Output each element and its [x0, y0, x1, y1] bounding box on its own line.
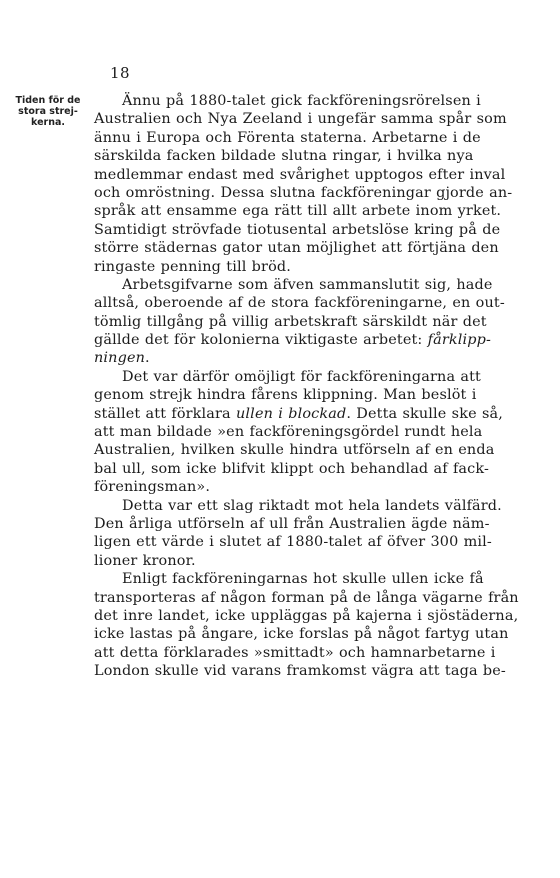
text-segment: alltså, oberoende af de stora fackföreningarne, en out- [94, 295, 505, 312]
text-segment: bal ull, som icke blifvit klippt och behandlad af fack- [94, 460, 489, 477]
text-segment: att detta förklarades »smittadt» och hamnarbetarne i [94, 644, 496, 661]
text-line [94, 460, 512, 478]
text-segment: Australien och Nya Zeeland i ungefär samma spår som [94, 111, 507, 128]
text-line [94, 92, 512, 110]
text-segment: särskilda facken bildade slutna ringar, i hvilka nya [94, 148, 474, 165]
text-line [94, 368, 512, 386]
text-segment: större städernas gator utan möjlighet att förtjäna den [94, 240, 499, 257]
text-line [94, 202, 512, 220]
text-segment: gällde det för kolonierna viktigaste arbetet: [94, 332, 428, 349]
text-line [94, 110, 512, 128]
text-segment: tömlig tillgång på villig arbetskraft särskildt när det [94, 313, 487, 330]
text-line [94, 386, 512, 404]
text-segment: språk att ensamme ega rätt till allt arbete inom yrket. [94, 203, 502, 220]
text-line [94, 515, 512, 533]
text-line [94, 221, 512, 239]
text-line [94, 441, 512, 459]
text-segment: ligen ett värde i slutet af 1880-talet af öfver 300 mil- [94, 534, 492, 551]
text-segment: icke lastas på ångare, icke forslas på något fartyg utan [94, 626, 509, 643]
text-line [94, 239, 512, 257]
text-segment: föreningsman». [94, 479, 211, 496]
text-line [94, 294, 512, 312]
text-line [94, 644, 512, 662]
text-segment: att man bildade »en fackföreningsgördel rundt hela [94, 424, 483, 441]
emphasized-text: ullen i blockad [236, 405, 347, 422]
text-line [94, 405, 512, 423]
text-segment: Samtidigt strövfade tiotusental arbetslöse kring på de [94, 221, 501, 238]
text-line [94, 276, 512, 294]
page-number: 18 [110, 64, 131, 82]
text-segment: genom strejk hindra fårens klippning. Man beslöt i [94, 387, 477, 404]
text-line [94, 349, 512, 367]
text-segment: medlemmar endast med svårighet upptogos efter inval [94, 166, 506, 183]
text-segment: Ännu på 1880-talet gick fackföreningsrörelsen i [122, 93, 481, 109]
text-line [94, 607, 519, 625]
margin-note: Tiden för de stora strej- kerna. [15, 95, 81, 128]
emphasized-text: fårklipp- [427, 332, 492, 349]
text-segment: stället att förklara [94, 405, 237, 422]
text-segment: Australien, hvilken skulle hindra utförseln af en enda [94, 442, 495, 459]
text-line [94, 625, 512, 643]
text-segment: ringaste penning till bröd. [94, 258, 291, 275]
emphasized-text: ningen [94, 350, 146, 367]
text-line [94, 313, 512, 331]
text-segment: Det var därför omöjligt för fackföreningarna att [122, 368, 481, 385]
text-segment: det inre landet, icke uppläggas på kajerna i sjöstäderna, [94, 607, 519, 624]
text-line [94, 552, 512, 570]
text-segment: . [145, 350, 150, 367]
body-text [94, 92, 519, 681]
text-segment: Enligt fackföreningarnas hot skulle ullen icke få [122, 571, 484, 588]
text-line [94, 570, 512, 588]
text-line [94, 166, 512, 184]
text-line [94, 589, 519, 607]
text-line [94, 147, 512, 165]
text-segment: lioner kronor. [94, 552, 196, 569]
text-line [94, 184, 512, 202]
text-segment: ännu i Europa och Förenta staterna. Arbetarne i de [94, 129, 481, 146]
text-line [94, 662, 512, 680]
text-line [94, 478, 512, 496]
text-line [94, 258, 512, 276]
text-line [94, 129, 512, 147]
text-segment: och omröstning. Dessa slutna fackföreningar gjorde an- [94, 184, 513, 201]
text-segment: Detta var ett slag riktadt mot hela landets välfärd. [122, 497, 502, 514]
text-segment: . Detta skulle ske så, [346, 405, 503, 422]
text-segment: London skulle vid varans framkomst vägra att taga be- [94, 663, 506, 680]
text-segment: Den årliga utförseln af ull från Australien ägde näm- [94, 515, 490, 532]
text-segment: transporteras af någon forman på de långa vägarne från [94, 589, 519, 606]
text-segment: Arbetsgifvarne som äfven sammanslutit sig, hade [122, 276, 493, 293]
text-line [94, 497, 512, 515]
text-line [94, 533, 512, 551]
text-line [94, 331, 512, 349]
text-line [94, 423, 512, 441]
